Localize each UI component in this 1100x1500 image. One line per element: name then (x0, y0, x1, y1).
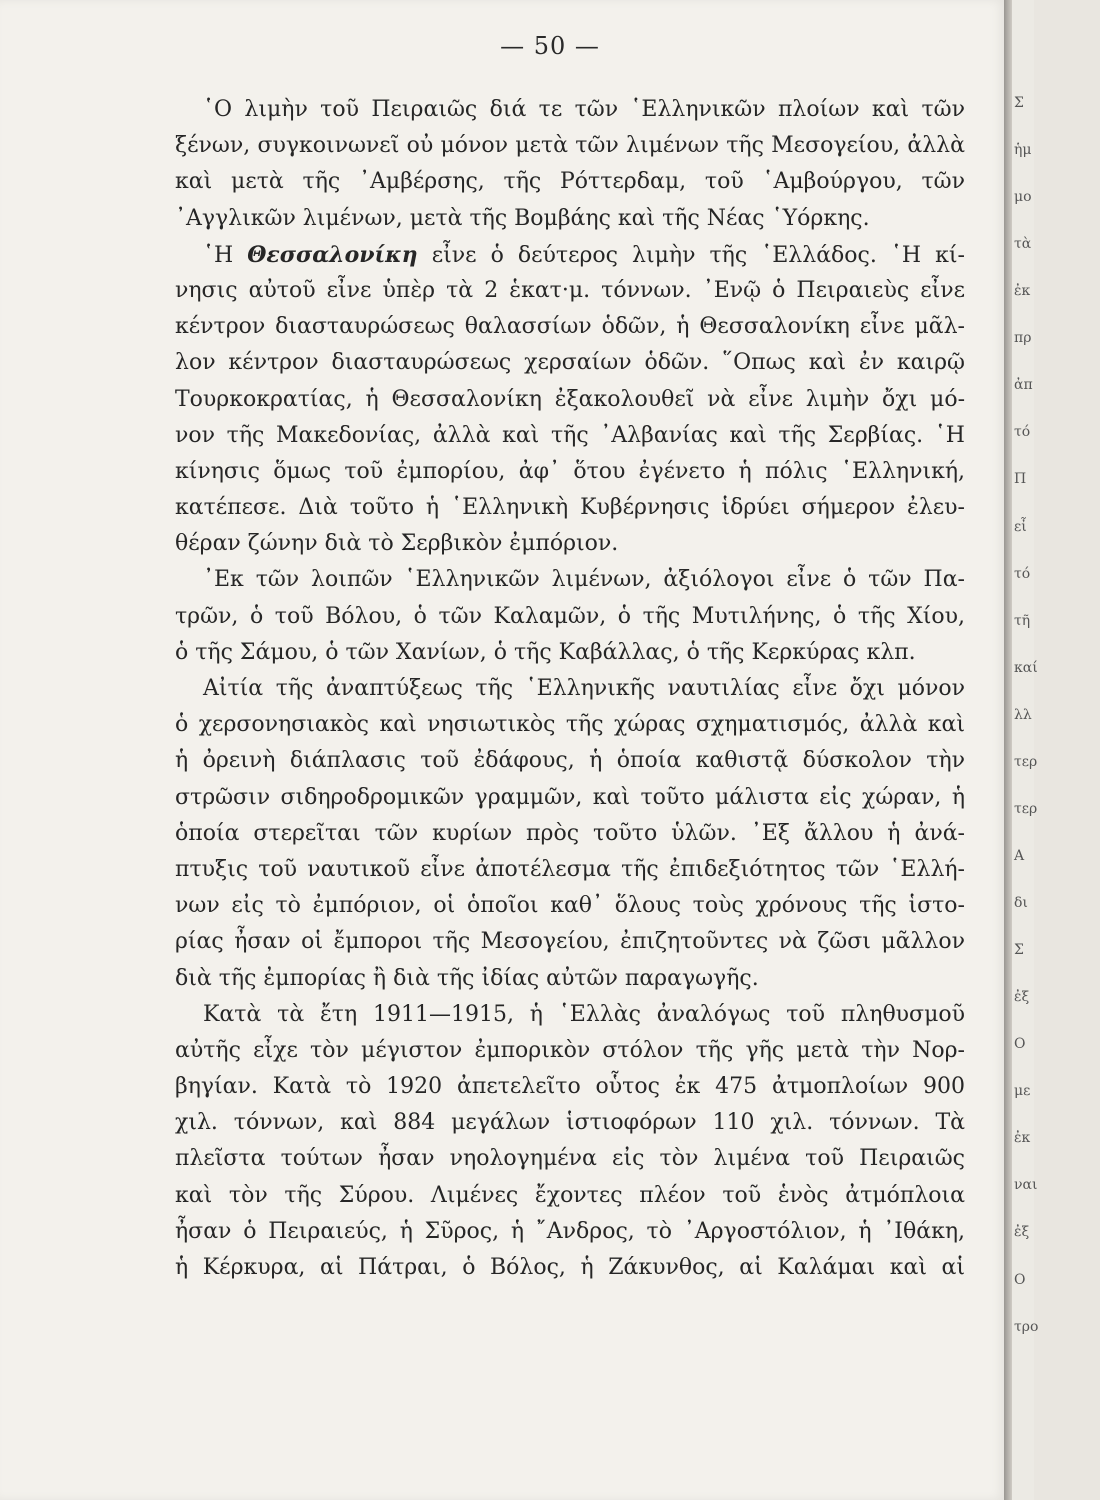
text-line: κίνησις ὅμως τοῦ ἐμπορίου, ἀφ᾿ ὅτου ἐγένετο ἡ πόλις ῾Ελληνική, (175, 458, 965, 484)
text-line: ἡ Κέρκυρα, αἱ Πάτραι, ὁ Βόλος, ἡ Ζάκυνθος, αἱ Καλάμαι καὶ αἱ (175, 1255, 965, 1280)
adjacent-page-edge (1012, 0, 1039, 1500)
adjacent-page-fragment: Α (1014, 847, 1025, 864)
adjacent-page-fragment: ἡμ (1014, 142, 1032, 159)
adjacent-page-fragment: τό (1014, 565, 1031, 582)
text-line: διὰ τῆς ἐμπορίας ἢ διὰ τῆς ἰδίας αὐτῶν παραγωγῆς. (175, 965, 759, 991)
page-gutter-shadow (1004, 0, 1012, 1500)
text-line: στρῶσιν σιδηροδρομικῶν γραμμῶν, καὶ τοῦτο μάλιστα εἰς χώραν, ἡ (175, 784, 965, 810)
text-line: χιλ. τόννων, καὶ 884 μεγάλων ἱστιοφόρων 110 χιλ. τόννων. Τὰ (175, 1110, 965, 1136)
text-line: κέντρον διασταυρώσεως θαλασσίων ὁδῶν, ἡ Θεσσαλονίκη εἶνε μᾶλ- (175, 314, 965, 340)
text-line: ὁ τῆς Σάμου, ὁ τῶν Χανίων, ὁ τῆς Καβάλλας, ὁ τῆς Κερκύρας κλπ. (175, 639, 916, 665)
text-line: κατέπεσε. Διὰ τοῦτο ἡ ῾Ελληνικὴ Κυβέρνησις ἱδρύει σήμερον ἐλευ- (175, 495, 965, 521)
adjacent-page-fragment: ἐκ (1014, 1130, 1031, 1147)
text-line: ὁ χερσονησιακὸς καὶ νησιωτικὸς τῆς χώρας σχηματισμός, ἀλλὰ καὶ (175, 712, 965, 738)
adjacent-page-fragment: λλ (1014, 706, 1032, 723)
text-line: Κατὰ τὰ ἔτη 1911—1915, ἡ ῾Ελλὰς ἀναλόγως τοῦ πληθυσμοῦ (203, 1001, 965, 1027)
text-line: τρῶν, ὁ τοῦ Βόλου, ὁ τῶν Καλαμῶν, ὁ τῆς Μυτιλήνης, ὁ τῆς Χίου, (175, 603, 965, 629)
adjacent-page-fragment: τό (1014, 424, 1031, 441)
text-line: νων εἰς τὸ ἐμπόριον, οἱ ὁποῖοι καθ᾿ ὅλους τοὺς χρόνους τῆς ἱστο- (175, 893, 965, 919)
text-line: πλεῖστα τούτων ἦσαν νηολογημένα εἰς τὸν λιμένα τοῦ Πειραιῶς (175, 1146, 965, 1172)
text-line: ξένων, συγκοινωνεῖ οὐ μόνον μετὰ τῶν λιμένων τῆς Μεσογείου, ἀλλὰ (175, 133, 965, 159)
adjacent-page-fragment: τρο (1014, 1318, 1039, 1335)
text-line: ἡ ὀρεινὴ διάπλασις τοῦ ἐδάφους, ἡ ὁποία καθιστᾷ δύσκολον τὴν (175, 748, 965, 774)
text-line: νον τῆς Μακεδονίας, ἀλλὰ καὶ τῆς ᾿Αλβανίας καὶ τῆς Σερβίας. ῾Η (175, 422, 965, 448)
text-line: θέραν ζώνην διὰ τὸ Σερβικὸν ἐμπόριον. (175, 531, 619, 557)
text-line: καὶ μετὰ τῆς ᾿Αμβέρσης, τῆς Ρόττερδαμ, τοῦ ῾Αμβούργου, τῶν (175, 169, 965, 195)
adjacent-page-fragment: ἀπ (1014, 377, 1033, 394)
text-line: ὁποία στερεῖται τῶν κυρίων πρὸς τοῦτο ὑλῶν. ᾿Εξ ἄλλου ἡ ἀνά- (175, 820, 965, 846)
adjacent-page-fragment: Π (1014, 471, 1027, 488)
text-line: αὐτῆς εἶχε τὸν μέγιστον ἐμπορικὸν στόλον τῆς γῆς μετὰ τὴν Νορ- (175, 1037, 965, 1063)
text-line: Τουρκοκρατίας, ἡ Θεσσαλονίκη ἐξακολουθεῖ νὰ εἶνε λιμὴν ὄχι μό- (175, 386, 965, 412)
text-line: ρίας ἦσαν οἱ ἔμποροι τῆς Μεσογείου, ἐπιζητοῦντες νὰ ζῶσι μᾶλλον (175, 929, 965, 955)
adjacent-page-fragment: δι (1014, 895, 1028, 912)
adjacent-page-fragment: ἐκ (1014, 283, 1031, 300)
adjacent-page-fragment: τὰ (1014, 236, 1032, 253)
adjacent-page-fragment: Σ (1014, 95, 1024, 111)
page-number: — 50 — (500, 32, 600, 60)
text-line: ῾Ο λιμὴν τοῦ Πειραιῶς διά τε τῶν ῾Ελληνικῶν πλοίων καὶ τῶν (203, 97, 965, 122)
adjacent-page-fragment: ἐξ (1014, 1224, 1030, 1241)
text-line: ἦσαν ὁ Πειραιεύς, ἡ Σῦρος, ἡ ῎Ανδρος, τὸ ᾿Αργοστόλιον, ἡ ᾿Ιθάκη, (175, 1218, 965, 1244)
adjacent-page-fragment: καί (1014, 659, 1038, 676)
adjacent-page-fragment: τῆ (1014, 612, 1031, 629)
emphasized-term: Θεσσαλονίκη (247, 241, 418, 268)
adjacent-page-fragment: τερ (1014, 753, 1038, 770)
text-line: Αἰτία τῆς ἀναπτύξεως τῆς ῾Ελληνικῆς ναυτιλίας εἶνε ὄχι μόνον (203, 676, 965, 701)
adjacent-page-fragment: μο (1014, 189, 1032, 206)
text-line: πτυξις τοῦ ναυτικοῦ εἶνε ἀποτέλεσμα τῆς ἐπιδεξιότητος τῶν ῾Ελλή- (175, 856, 965, 882)
text-line: βηγίαν. Κατὰ τὸ 1920 ἀπετελεῖτο οὗτος ἐκ 475 ἀτμοπλοίων 900 (175, 1074, 965, 1100)
text-line: ᾿Αγγλικῶν λιμένων, μετὰ τῆς Βομβάης καὶ τῆς Νέας ῾Υόρκης. (175, 205, 870, 231)
text-line: νησις αὐτοῦ εἶνε ὑπὲρ τὰ 2 ἑκατ·μ. τόννων. ᾿Ενῷ ὁ Πειραιεὺς εἶνε (175, 277, 965, 303)
text-line-rest: εἶνε ὁ δεύτερος λιμὴν τῆς ῾Ελλάδος. ῾Η κί- (417, 242, 965, 268)
text-line: καὶ τὸν τῆς Σύρου. Λιμένες ἔχοντες πλέον τοῦ ἑνὸς ἀτμόπλοια (175, 1182, 965, 1208)
text-line-prefix: ῾Η (203, 242, 248, 268)
adjacent-page-fragment: τερ (1014, 800, 1038, 817)
adjacent-page-fragment: ἐξ (1014, 989, 1030, 1006)
text-line: ᾿Εκ τῶν λοιπῶν ῾Ελληνικῶν λιμένων, ἀξιόλογοι εἶνε ὁ τῶν Πα- (203, 567, 965, 593)
text-line: λον κέντρον διασταυρώσεως χερσαίων ὁδῶν. ῞Οπως καὶ ἐν καιρῷ (175, 350, 965, 376)
adjacent-page-fragment: πρ (1014, 330, 1032, 347)
adjacent-page-fragment: Ο (1014, 1036, 1026, 1053)
text-line (175, 237, 965, 273)
adjacent-page-fragment: Ο (1014, 1271, 1026, 1288)
adjacent-page-fragment: με (1014, 1083, 1031, 1100)
adjacent-page-fragment: Σ (1014, 942, 1024, 959)
adjacent-page-fragment: εἶ (1014, 518, 1027, 535)
adjacent-page-fragment: ναι (1014, 1177, 1038, 1194)
body-text (175, 92, 965, 1286)
